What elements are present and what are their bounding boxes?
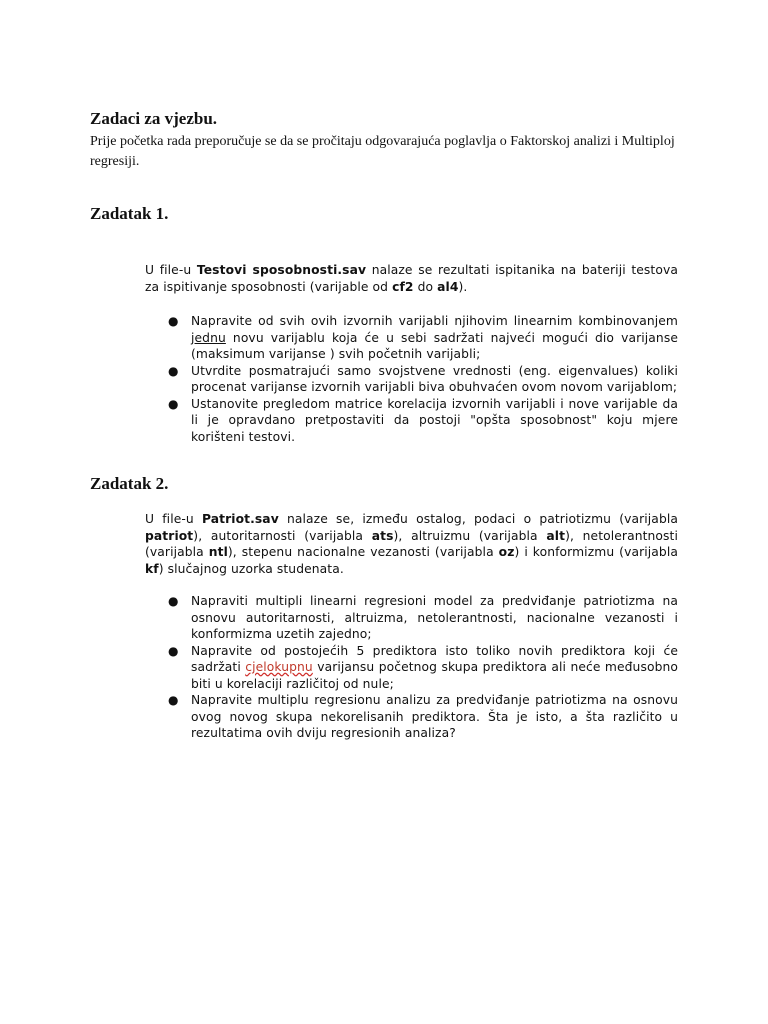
task-2-bullet-list (164, 593, 678, 742)
variable-name: al4 (437, 279, 459, 294)
task-1-bullet-list (164, 313, 678, 445)
file-name: Testovi sposobnosti.sav (196, 263, 367, 277)
bullet-icon: ● (168, 396, 179, 411)
bullet-icon: ● (168, 693, 179, 707)
misspelled-word: cjelokupnu (245, 660, 313, 674)
task-1-paragraph: U file-u Testovi sposobnosti.sav nalaze se rezultati ispitanika na bateriji testova za ispitivanje sposobnosti (varijable od cf2 do al4). (145, 263, 678, 294)
list-item: ● Napravite multiplu regresionu analizu za predviđanje patriotizma na osnovu ovog novog skupa nekorelisanih prediktora. Šta je isto, a šta različito u rezultatima ovih dviju regresionih analiza? (168, 693, 678, 740)
variable-name: patriot (145, 528, 194, 543)
bullet-icon: ● (168, 643, 179, 658)
variable-name: alt (546, 528, 566, 543)
list-item: ● Napravite od svih ovih izvornih varijabli njihovim linearnim kombinovanjem jednu novu varijablu koja će u sebi sadržati najveći mogući dio varijanse (maksimum varijanse ) svih početnih varijabli; (168, 314, 678, 361)
file-name: Patriot.sav (201, 512, 279, 526)
task-2-heading: Zadatak 2. (90, 474, 169, 493)
task-1-heading: Zadatak 1. (90, 204, 169, 223)
bullet-icon: ● (168, 314, 179, 328)
intro-paragraph: Prije početka rada preporučuje se da se pročitaju odgovarajuća poglavlja o Faktorskoj analizi i Multiploj regresiji. (90, 134, 675, 169)
list-item: ● Napraviti multipli linearni regresioni model za predviđanje patriotizma na osnovu autoritarnosti, altruizma, netolerantnosti, nacionalne vezanosti i konformizma uzetih zajedno; (168, 594, 678, 641)
bullet-icon: ● (168, 594, 179, 608)
list-item: ● Utvrdite posmatrajući samo svojstvene vrednosti (eng. eigenvalues) koliki procenat varijanse izvornih varijabli biva obuhvaćen ovom novom varijablom; (168, 363, 678, 394)
variable-name: oz (498, 545, 515, 559)
document-title: Zadaci za vjezbu. (90, 109, 218, 128)
task-2-paragraph: U file-u Patriot.sav nalaze se, između ostalog, podaci o patriotizmu (varijabla patriot), autoritarnosti (varijabla ats), altruizmu (varijabla alt), netolerantnosti (varijabla ntl), stepenu nacionalne vezanosti (varijabla oz) i konformizmu (varijabla kf) slučajnog uzorka studenata. (145, 512, 678, 576)
list-item: ● Napravite od postojećih 5 prediktora isto toliko novih prediktora koji će sadržati cjelokupnu varijansu početnog skupa prediktora ali neće međusobno biti u korelaciji različitoj od nule; (168, 643, 678, 691)
variable-name: kf (145, 561, 159, 576)
variable-name: ats (371, 528, 394, 543)
variable-name: cf2 (392, 279, 414, 294)
variable-name: ntl (208, 545, 228, 559)
list-item: ● Ustanovite pregledom matrice korelacija izvornih varijabli i nove varijable da li je opravdano pretpostaviti da postoji "opšta sposobnost" koju mjere korišteni testovi. (168, 396, 678, 444)
bullet-icon: ● (168, 363, 179, 378)
